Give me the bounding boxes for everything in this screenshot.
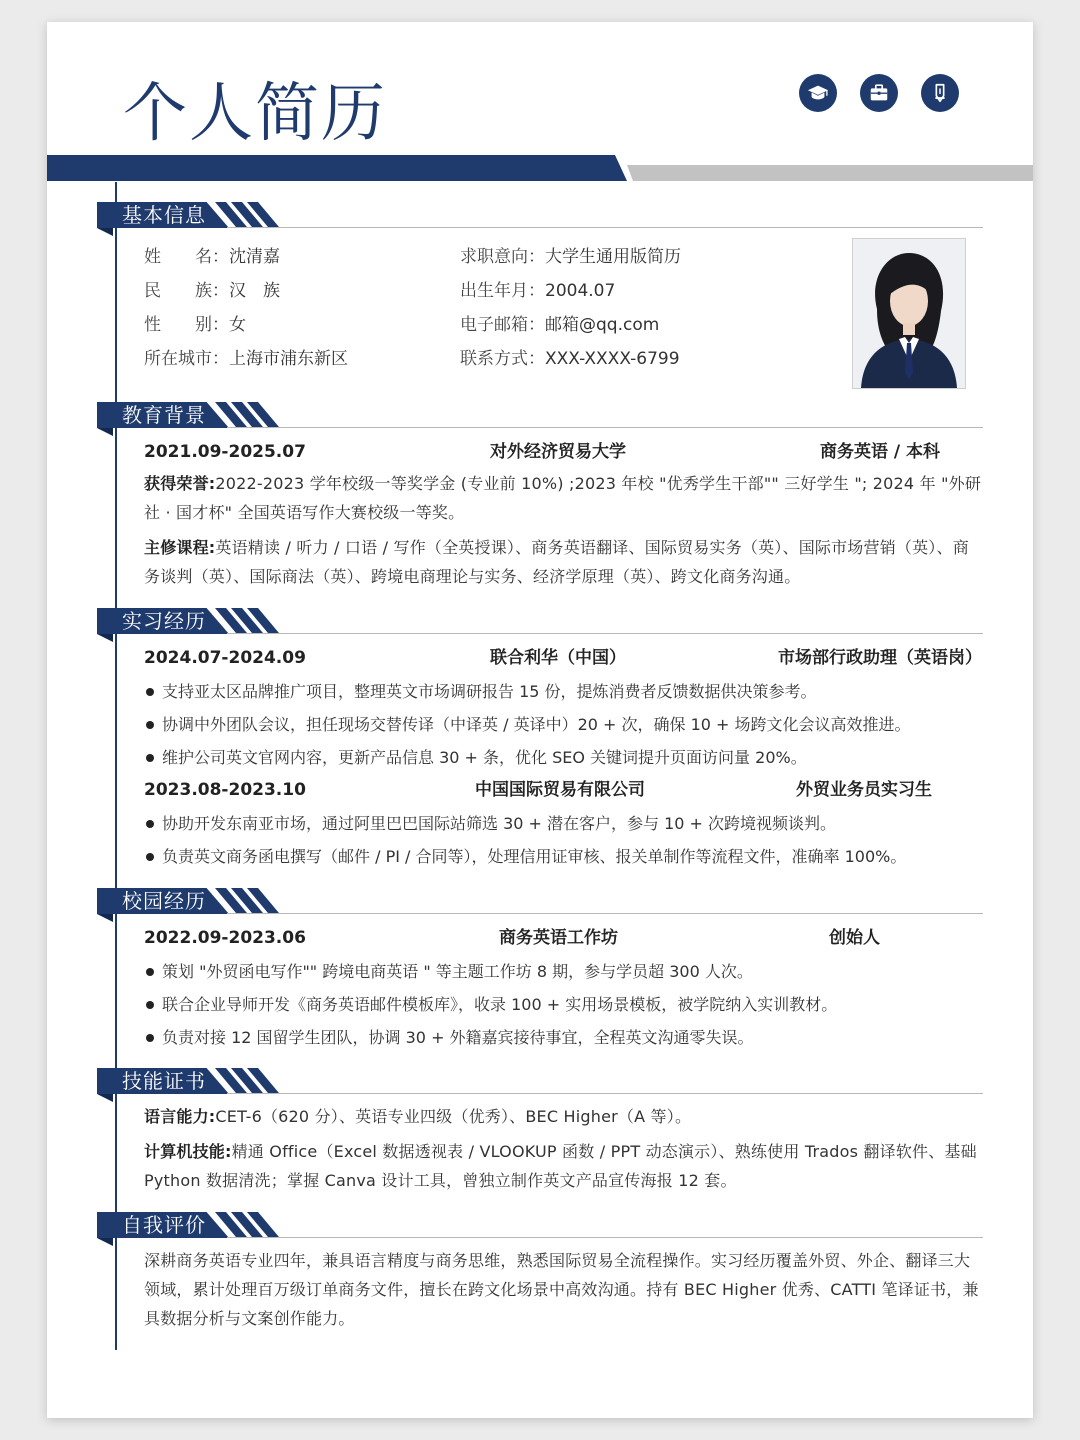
info-email: 电子邮箱：邮箱@qq.com xyxy=(460,315,660,335)
info-birth: 出生年月：2004.07 xyxy=(460,281,616,301)
basic-info-left xyxy=(144,240,348,376)
section-campus xyxy=(97,888,983,1054)
list-item: 负责对接 12 国留学生团队，协调 30 + 外籍嘉宾接待事宜，全程英文沟通零失误。 xyxy=(144,1021,983,1054)
info-phone: 联系方式：XXX-XXXX-6799 xyxy=(460,349,680,369)
list-item: 维护公司英文官网内容，更新产品信息 30 + 条，优化 SEO 关键词提升页面访问量 20%。 xyxy=(144,741,983,774)
campus-role: 创始人 xyxy=(829,928,880,948)
list-item: 协助开发东南亚市场，通过阿里巴巴国际站筛选 30 + 潜在客户，参与 10 + 次跨境视频谈判。 xyxy=(144,807,983,840)
section-self-evaluation xyxy=(97,1212,983,1339)
internship-entry-header xyxy=(144,642,983,675)
section-header xyxy=(97,608,983,642)
list-item: 联合企业导师开发《商务英语邮件模板库》，收录 100 + 实用场景模板，被学院纳入实训教材。 xyxy=(144,988,983,1021)
section-header xyxy=(97,402,983,436)
section-title: 校园经历 xyxy=(122,889,206,913)
education-courses: 主修课程:英语精读 / 听力 / 口语 / 写作（全英授课）、商务英语翻译、国际贸易实务（英）、国际市场营销（英）、商务谈判（英）、国际商法（英）、跨境电商理论与实务、经济学原理（英）、跨文化商务沟通。 xyxy=(144,538,969,586)
campus-date: 2022.09-2023.06 xyxy=(144,928,306,948)
list-item: 策划 "外贸函电写作"" 跨境电商英语 " 等主题工作坊 8 期，参与学员超 300 人次。 xyxy=(144,955,983,988)
info-name: 姓 名：沈清嘉 xyxy=(144,247,280,267)
section-education xyxy=(97,402,983,597)
education-entry-header xyxy=(144,436,983,469)
basic-info-right xyxy=(460,240,681,376)
section-skills xyxy=(97,1068,983,1201)
campus-entry-header xyxy=(144,922,983,955)
header-banner xyxy=(47,155,1033,181)
profile-photo xyxy=(852,238,966,389)
section-basic-info xyxy=(97,202,983,374)
internship-role: 外贸业务员实习生 xyxy=(796,780,932,800)
list-item: 负责英文商务函电撰写（邮件 / PI / 合同等），处理信用证审核、报关单制作等流程文件，准确率 100%。 xyxy=(144,840,983,873)
self-evaluation-text: 深耕商务英语专业四年，兼具语言精度与商务思维，熟悉国际贸易全流程操作。实习经历覆盖外贸、外企、翻译三大领域，累计处理百万级订单商务文件，擅长在跨文化场景中高效沟通。持有 BEC Higher 优秀、CATTI 笔译证书，兼具数据分析与文案创作能力。 xyxy=(144,1251,979,1328)
section-header xyxy=(97,888,983,922)
section-internship xyxy=(97,608,983,873)
header-icons xyxy=(799,74,959,112)
education-honors: 获得荣誉:2022-2023 学年校级一等奖学金 (专业前 10%) ;2023 年校 "优秀学生干部"" 三好学生 "; 2024 年 "外研社 · 国才杯" 全国英语写作大赛校级一等奖。 xyxy=(144,474,982,522)
education-major: 商务英语 / 本科 xyxy=(820,442,941,462)
internship-company: 联合利华（中国） xyxy=(490,648,626,668)
list-item: 协调中外团队会议，担任现场交替传译（中译英 / 英译中）20 + 次，确保 10 + 场跨文化会议高效推进。 xyxy=(144,708,983,741)
internship-date: 2024.07-2024.09 xyxy=(144,648,306,668)
education-date: 2021.09-2025.07 xyxy=(144,442,306,462)
internship-role: 市场部行政助理（英语岗） xyxy=(778,648,982,668)
internship-company: 中国国际贸易有限公司 xyxy=(475,780,645,800)
list-item: 支持亚太区品牌推广项目，整理英文市场调研报告 15 份，提炼消费者反馈数据供决策参考。 xyxy=(144,675,983,708)
resume-page xyxy=(47,22,1033,1418)
section-header xyxy=(97,1068,983,1102)
section-title: 自我评价 xyxy=(122,1213,206,1237)
skills-computer: 计算机技能:精通 Office（Excel 数据透视表 / VLOOKUP 函数 / PPT 动态演示）、熟练使用 Trados 翻译软件、基础 Python 数据清洗；掌握 Canva 设计工具，曾独立制作英文产品宣传海报 12 套。 xyxy=(144,1142,977,1190)
section-title: 教育背景 xyxy=(122,403,206,427)
skills-language: 语言能力:CET-6（620 分）、英语专业四级（优秀）、BEC Higher（A 等）。 xyxy=(144,1107,692,1126)
info-ethnicity: 民 族：汉 族 xyxy=(144,281,280,301)
section-title: 基本信息 xyxy=(122,203,206,227)
internship-date: 2023.08-2023.10 xyxy=(144,780,306,800)
info-gender: 性 别：女 xyxy=(144,315,246,335)
internship-entry-header xyxy=(144,774,983,807)
pen-nib-icon xyxy=(921,74,959,112)
section-title: 实习经历 xyxy=(122,609,206,633)
campus-org: 商务英语工作坊 xyxy=(499,928,618,948)
section-title: 技能证书 xyxy=(122,1069,206,1093)
briefcase-icon xyxy=(860,74,898,112)
page-title: 个人简历 xyxy=(123,77,387,151)
education-school: 对外经济贸易大学 xyxy=(490,442,626,462)
info-city: 所在城市：上海市浦东新区 xyxy=(144,349,348,369)
graduation-cap-icon xyxy=(799,74,837,112)
section-header xyxy=(97,1212,983,1246)
section-header xyxy=(97,202,983,236)
basic-info-grid xyxy=(144,236,983,374)
info-job-target: 求职意向：大学生通用版简历 xyxy=(460,247,681,267)
